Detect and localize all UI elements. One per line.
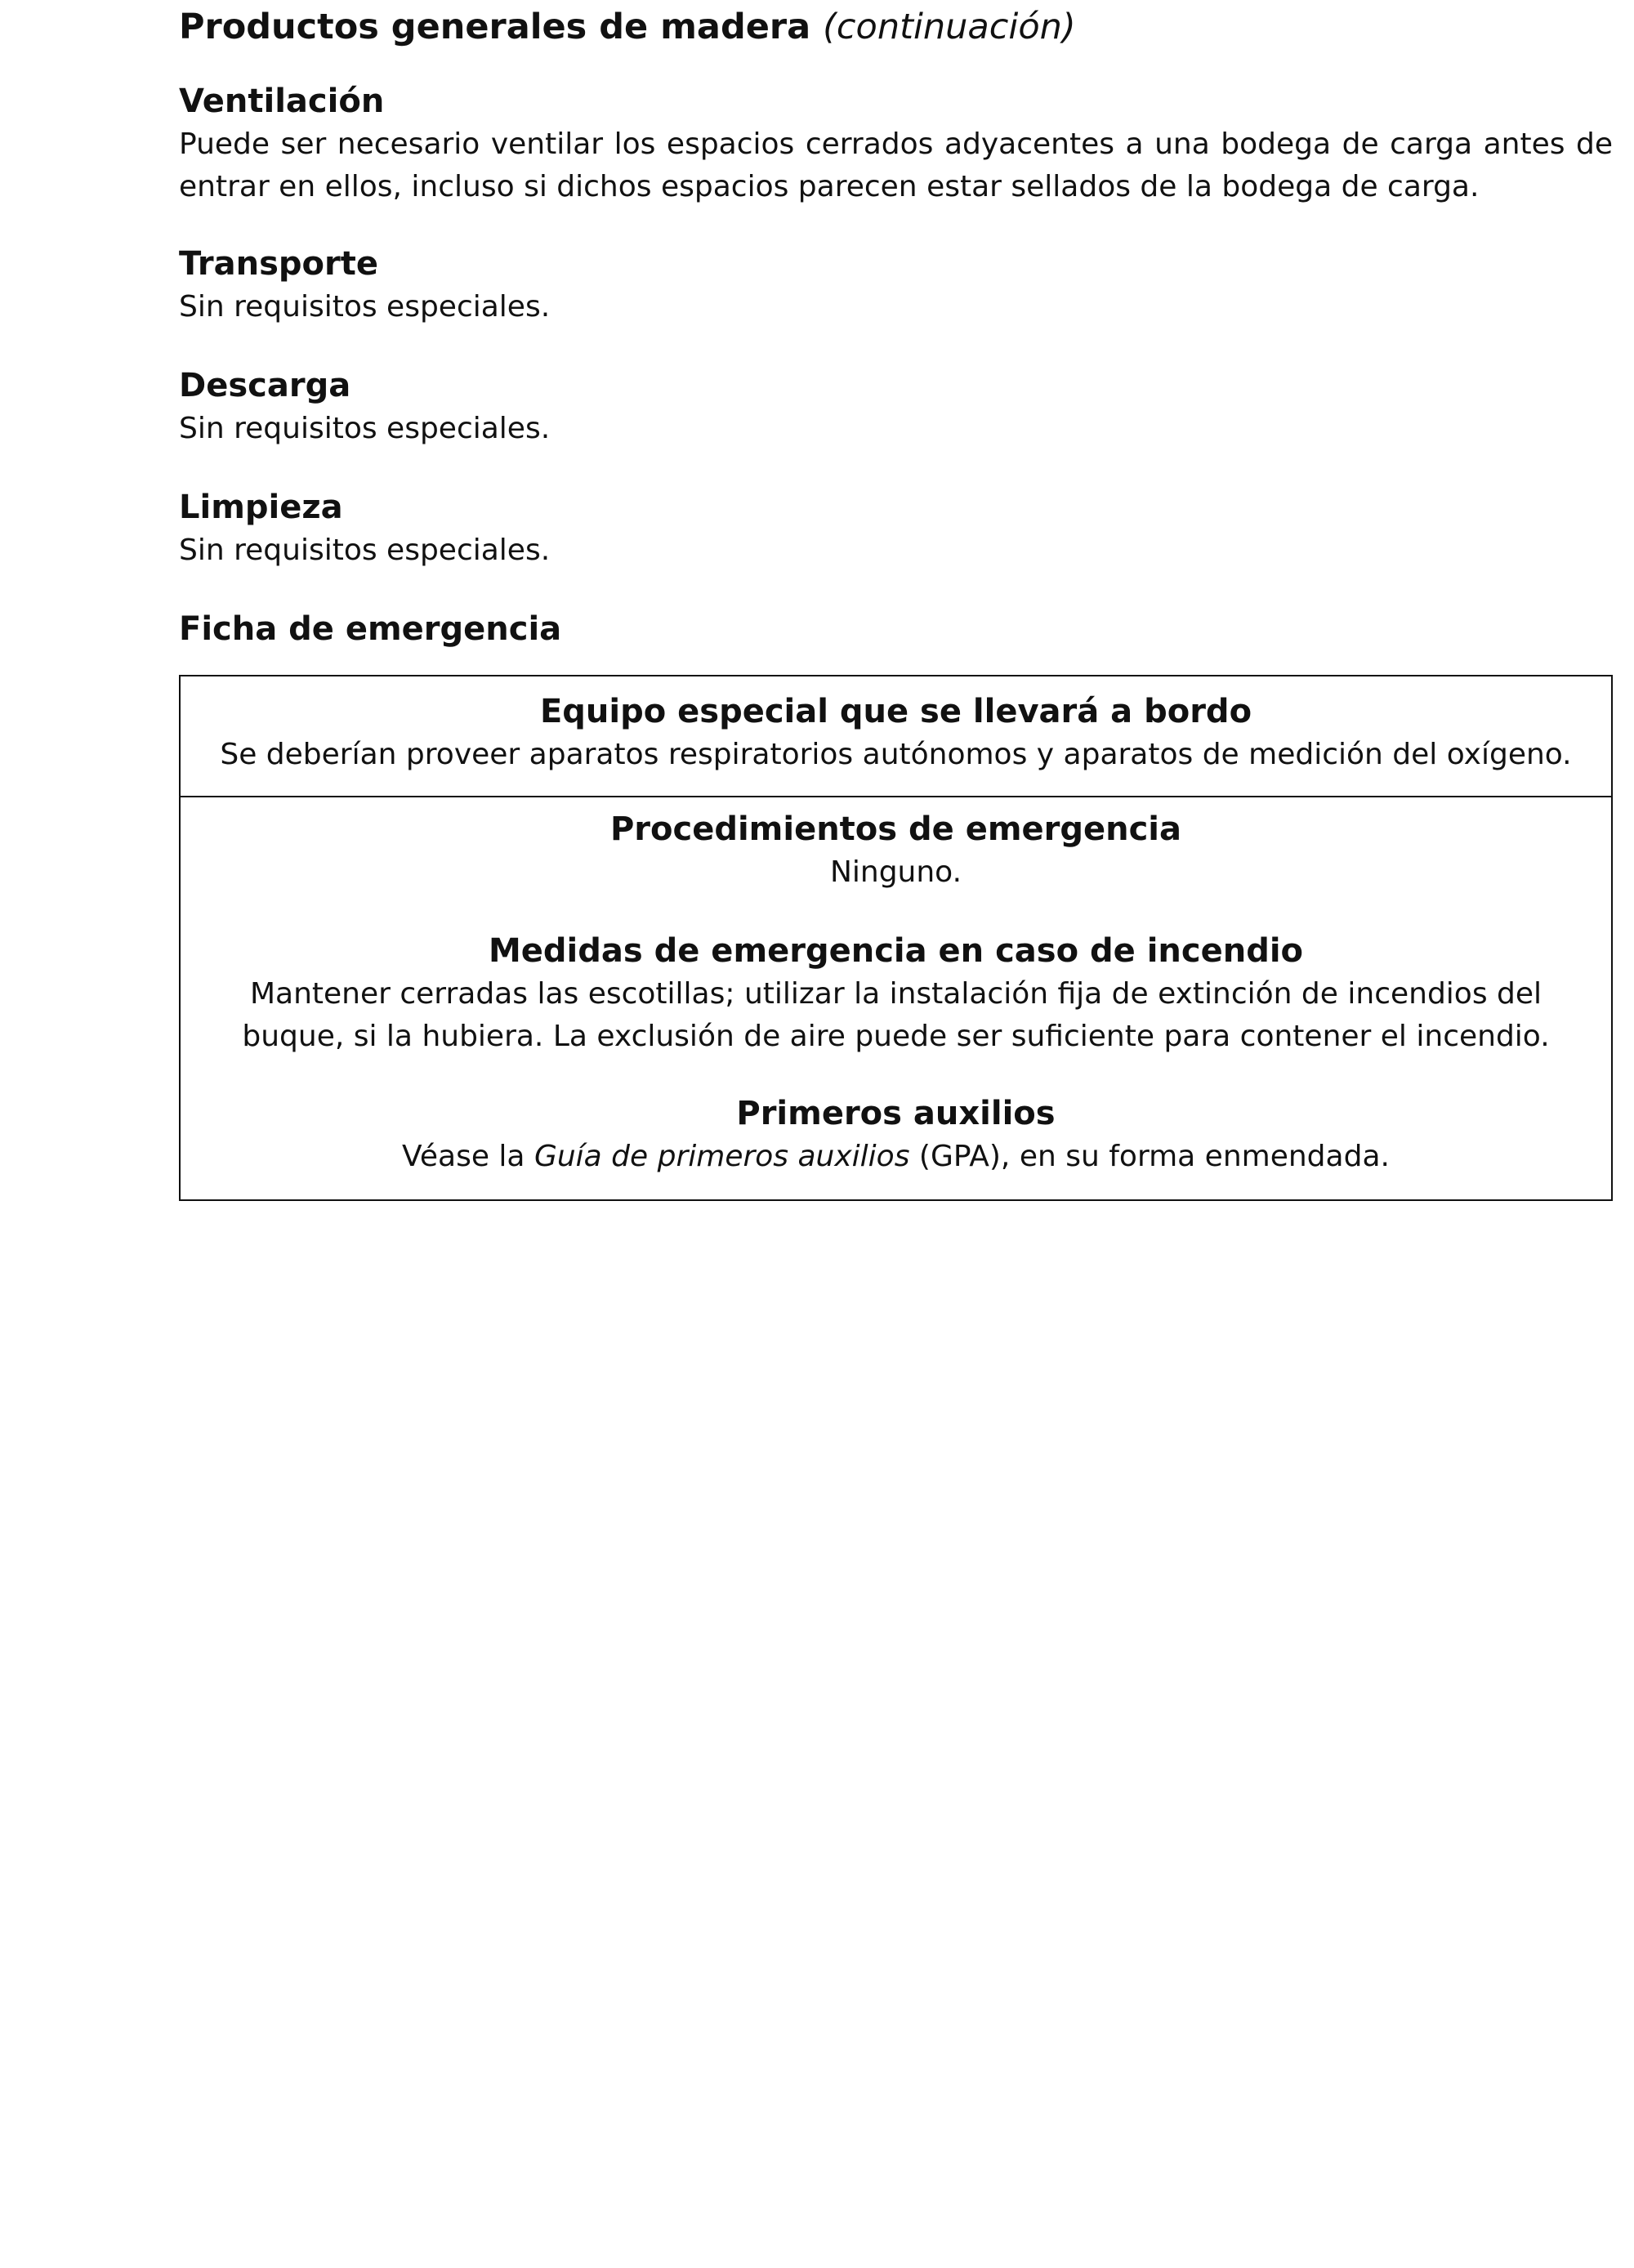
- section-ficha-emergencia: [179, 607, 1613, 651]
- emergency-equipment-text: Se deberían proveer aparatos respiratorios autónomos y aparatos de medición del oxígeno.: [220, 738, 1572, 771]
- first-aid-text-after: (GPA), en su forma enmendada.: [909, 1140, 1390, 1173]
- emergency-equipment-row: [181, 676, 1611, 797]
- section-text: Puede ser necesario ventilar los espacios cerrados adyacentes a una bodega de carga antes de entrar en ellos, incluso si dichos espacios parecen estar sellados de la bodega de carga.: [179, 127, 1613, 203]
- emergency-fire-heading: Medidas de emergencia en caso de incendio: [488, 932, 1304, 970]
- emergency-procedures-heading: Procedimientos de emergencia: [609, 810, 1182, 848]
- section-descarga: [179, 364, 1613, 450]
- first-aid-text-before: Véase la: [402, 1140, 534, 1173]
- document-title-main: Productos generales de madera: [179, 7, 811, 47]
- section-heading: Ventilación: [179, 83, 385, 120]
- section-text: Sin requisitos especiales.: [179, 534, 551, 567]
- section-heading: Limpieza: [179, 489, 343, 526]
- section-ventilacion: [179, 79, 1613, 208]
- document-title-continuation: (continuación): [823, 7, 1076, 47]
- emergency-procedures-text: Ninguno.: [829, 855, 962, 889]
- section-heading: Descarga: [179, 367, 351, 404]
- emergency-procedures: [181, 807, 1611, 894]
- emergency-first-aid: [181, 1092, 1611, 1178]
- emergency-equipment-heading: Equipo especial que se llevará a bordo: [539, 693, 1252, 730]
- emergency-first-aid-heading: Primeros auxilios: [736, 1095, 1056, 1132]
- emergency-fire-measures: [181, 929, 1611, 1058]
- emergency-equipment: [181, 690, 1611, 776]
- emergency-card: [179, 675, 1613, 1201]
- section-text: Sin requisitos especiales.: [179, 412, 551, 445]
- section-heading: Ficha de emergencia: [179, 610, 562, 648]
- emergency-fire-text: Mantener cerradas las escotillas; utilizar la instalación fija de extinción de incendios del buque, si la hubiera. La exclusión de aire puede ser suficiente para contener el incendio.: [242, 977, 1550, 1053]
- first-aid-guide-title: Guía de primeros auxilios: [534, 1140, 910, 1173]
- emergency-first-aid-text: [181, 1136, 1611, 1178]
- section-transporte: [179, 242, 1613, 328]
- section-limpieza: [179, 485, 1613, 572]
- section-text: Sin requisitos especiales.: [179, 290, 551, 324]
- document-title: [179, 3, 1076, 51]
- section-heading: Transporte: [179, 245, 378, 283]
- emergency-measures-row: [181, 797, 1611, 1199]
